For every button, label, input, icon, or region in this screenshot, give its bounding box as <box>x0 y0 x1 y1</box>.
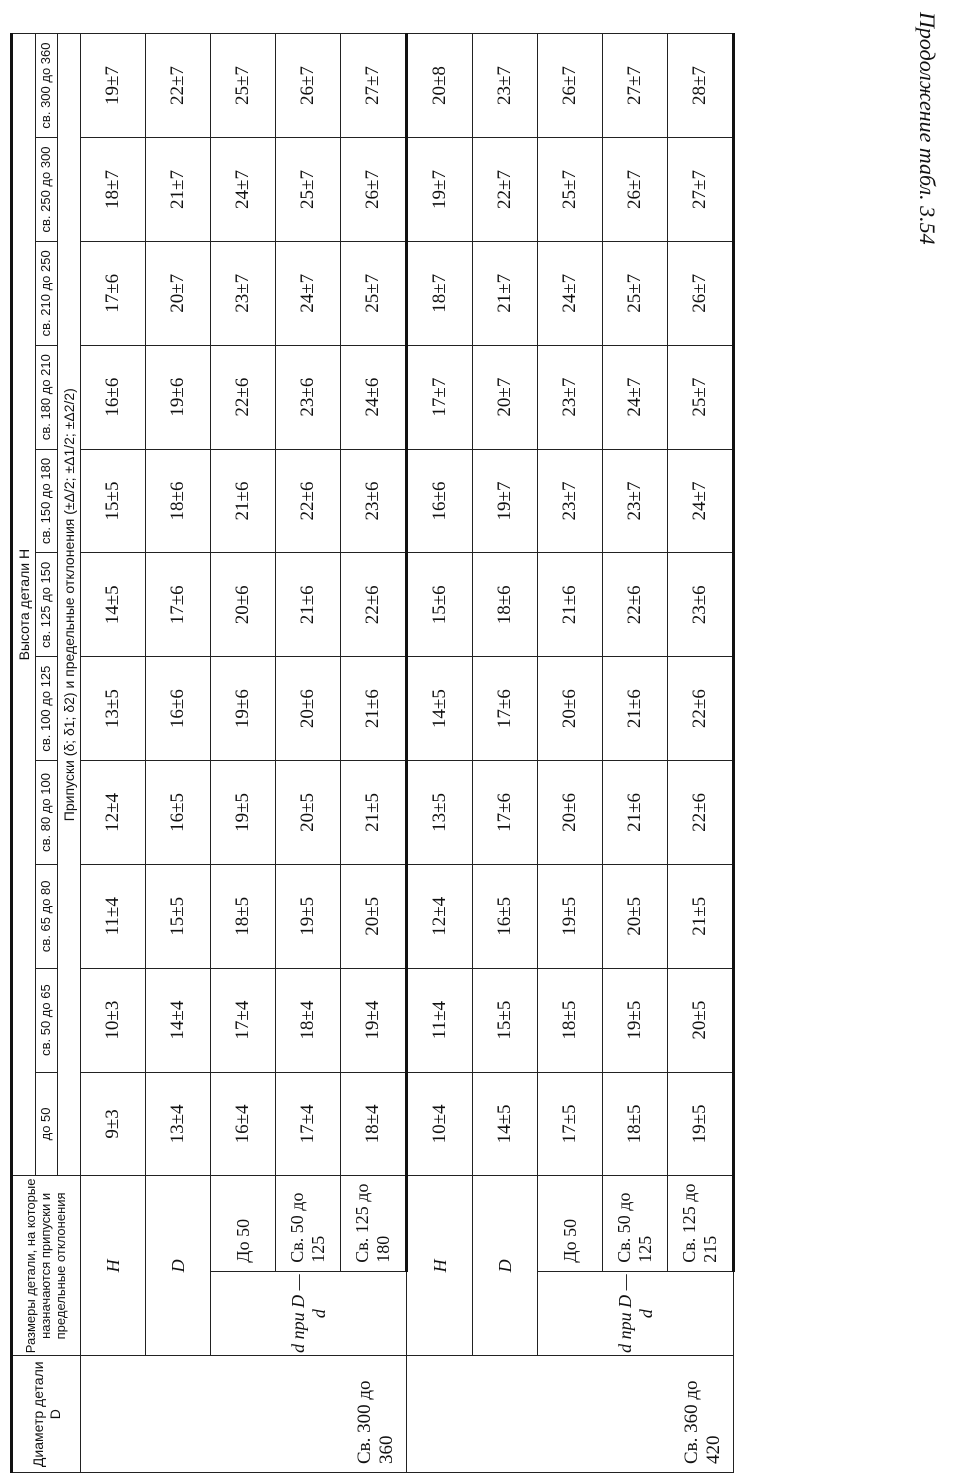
table-body <box>81 34 734 1473</box>
sizes-header: Размеры детали, на которые назначаются припуски и предельные отклонения <box>12 1176 81 1356</box>
value-cell: 22±6 <box>211 345 276 449</box>
height-range-header: св. 250 до 300 <box>36 138 58 242</box>
table-row <box>146 34 211 1473</box>
rotated-table-container <box>10 33 735 1473</box>
value-cell: 20±5 <box>668 968 734 1072</box>
value-cell: 18±6 <box>146 449 211 553</box>
value-cell: 24±7 <box>538 241 603 345</box>
value-cell: 23±7 <box>538 449 603 553</box>
value-cell: 15±6 <box>407 553 473 657</box>
value-cell: 20±6 <box>276 657 341 761</box>
value-cell: 24±6 <box>341 345 407 449</box>
value-cell: 21±6 <box>341 657 407 761</box>
table-row <box>276 34 341 1473</box>
height-range-header: св. 50 до 65 <box>36 968 58 1072</box>
value-cell: 28±7 <box>668 34 734 138</box>
value-cell: 17±4 <box>276 1072 341 1176</box>
value-cell: 16±4 <box>211 1072 276 1176</box>
height-range-header: св. 180 до 210 <box>36 345 58 449</box>
value-cell: 9±3 <box>81 1072 146 1176</box>
d-label-cell: d при D — d <box>538 1271 734 1356</box>
value-cell: 14±5 <box>81 553 146 657</box>
value-cell: 20±7 <box>473 345 538 449</box>
value-cell: 25±7 <box>538 138 603 242</box>
value-cell: 16±5 <box>146 761 211 865</box>
value-cell: 15±5 <box>473 968 538 1072</box>
value-cell: 21±6 <box>603 657 668 761</box>
value-cell: 22±6 <box>341 553 407 657</box>
height-range-header: св. 100 до 125 <box>36 657 58 761</box>
value-cell: 26±7 <box>603 138 668 242</box>
value-cell: 18±5 <box>538 968 603 1072</box>
value-cell: 17±6 <box>473 761 538 865</box>
value-cell: 17±6 <box>81 241 146 345</box>
value-cell: 18±7 <box>407 241 473 345</box>
value-cell: 19±6 <box>211 657 276 761</box>
value-cell: 26±7 <box>668 241 734 345</box>
value-cell: 11±4 <box>407 968 473 1072</box>
value-cell: 19±6 <box>146 345 211 449</box>
value-cell: 16±6 <box>81 345 146 449</box>
value-cell: 21±5 <box>668 864 734 968</box>
value-cell: 19±7 <box>473 449 538 553</box>
table-row <box>538 34 603 1473</box>
value-cell: 19±4 <box>341 968 407 1072</box>
value-cell: 20±6 <box>211 553 276 657</box>
size-range-cell: До 50 <box>211 1176 276 1271</box>
value-cell: 12±4 <box>407 864 473 968</box>
value-cell: 23±7 <box>603 449 668 553</box>
size-label-cell: D <box>473 1176 538 1356</box>
value-cell: 19±5 <box>276 864 341 968</box>
value-cell: 14±5 <box>407 657 473 761</box>
height-group-header: Высота детали H <box>12 34 36 1176</box>
value-cell: 18±5 <box>603 1072 668 1176</box>
value-cell: 18±7 <box>81 138 146 242</box>
value-cell: 21±5 <box>341 761 407 865</box>
value-cell: 15±5 <box>146 864 211 968</box>
table-row <box>407 34 473 1473</box>
value-cell: 25±7 <box>341 241 407 345</box>
value-cell: 19±5 <box>211 761 276 865</box>
value-cell: 22±7 <box>473 138 538 242</box>
height-range-header: св. 65 до 80 <box>36 864 58 968</box>
value-cell: 26±7 <box>341 138 407 242</box>
value-cell: 10±3 <box>81 968 146 1072</box>
size-range-cell: Св. 125 до 180 <box>341 1176 407 1271</box>
height-range-header: св. 80 до 100 <box>36 761 58 865</box>
value-cell: 18±5 <box>211 864 276 968</box>
table-row <box>341 34 407 1473</box>
value-cell: 17±6 <box>473 657 538 761</box>
value-cell: 19±7 <box>407 138 473 242</box>
value-cell: 17±5 <box>538 1072 603 1176</box>
value-cell: 13±5 <box>407 761 473 865</box>
value-cell: 20±5 <box>276 761 341 865</box>
value-cell: 25±7 <box>276 138 341 242</box>
value-cell: 25±7 <box>668 345 734 449</box>
value-cell: 16±6 <box>407 449 473 553</box>
value-cell: 14±4 <box>146 968 211 1072</box>
diameter-header: Диаметр детали D <box>12 1356 81 1473</box>
table-caption: Продолжение табл. 3.54 <box>915 12 940 245</box>
table-row <box>211 34 276 1473</box>
table-row <box>603 34 668 1473</box>
table-row <box>473 34 538 1473</box>
value-cell: 19±5 <box>603 968 668 1072</box>
value-cell: 20±6 <box>538 761 603 865</box>
value-cell: 23±6 <box>668 553 734 657</box>
allowance-note: Припуски (δ; δ1; δ2) и предельные отклонения (±Δ/2; ±Δ1/2; ±Δ2/2) <box>58 34 81 1176</box>
value-cell: 24±7 <box>211 138 276 242</box>
value-cell: 11±4 <box>81 864 146 968</box>
table-row <box>81 34 146 1473</box>
diameter-cell: Св. 300 до 360 <box>81 1356 407 1473</box>
value-cell: 16±6 <box>146 657 211 761</box>
value-cell: 18±6 <box>473 553 538 657</box>
size-range-cell: До 50 <box>538 1176 603 1271</box>
value-cell: 22±7 <box>146 34 211 138</box>
value-cell: 15±5 <box>81 449 146 553</box>
value-cell: 21±6 <box>276 553 341 657</box>
value-cell: 24±7 <box>276 241 341 345</box>
value-cell: 20±8 <box>407 34 473 138</box>
value-cell: 23±6 <box>276 345 341 449</box>
value-cell: 26±7 <box>276 34 341 138</box>
height-range-header: св. 150 до 180 <box>36 449 58 553</box>
value-cell: 20±5 <box>603 864 668 968</box>
value-cell: 23±7 <box>211 241 276 345</box>
value-cell: 12±4 <box>81 761 146 865</box>
value-cell: 13±5 <box>81 657 146 761</box>
value-cell: 14±5 <box>473 1072 538 1176</box>
value-cell: 22±6 <box>668 657 734 761</box>
value-cell: 21±6 <box>211 449 276 553</box>
d-label-cell: d при D — d <box>211 1271 407 1356</box>
value-cell: 23±6 <box>341 449 407 553</box>
value-cell: 21±7 <box>473 241 538 345</box>
height-range-header: св. 300 до 360 <box>36 34 58 138</box>
value-cell: 25±7 <box>603 241 668 345</box>
value-cell: 17±7 <box>407 345 473 449</box>
value-cell: 25±7 <box>211 34 276 138</box>
size-label-cell: D <box>146 1176 211 1356</box>
value-cell: 27±7 <box>603 34 668 138</box>
height-range-header: до 50 <box>36 1072 58 1176</box>
value-cell: 21±6 <box>538 553 603 657</box>
value-cell: 22±6 <box>603 553 668 657</box>
value-cell: 19±5 <box>538 864 603 968</box>
value-cell: 18±4 <box>276 968 341 1072</box>
value-cell: 21±7 <box>146 138 211 242</box>
value-cell: 19±5 <box>668 1072 734 1176</box>
value-cell: 20±6 <box>538 657 603 761</box>
height-range-header: св. 210 до 250 <box>36 241 58 345</box>
height-range-header: св. 125 до 150 <box>36 553 58 657</box>
size-range-cell: Св. 50 до 125 <box>603 1176 668 1271</box>
value-cell: 18±4 <box>341 1072 407 1176</box>
value-cell: 20±7 <box>146 241 211 345</box>
value-cell: 27±7 <box>341 34 407 138</box>
value-cell: 22±6 <box>668 761 734 865</box>
size-label-cell: H <box>81 1176 146 1356</box>
value-cell: 13±4 <box>146 1072 211 1176</box>
size-label-cell: H <box>407 1176 473 1356</box>
value-cell: 24±7 <box>603 345 668 449</box>
diameter-cell: Св. 360 до 420 <box>407 1356 734 1473</box>
allowance-table <box>10 33 735 1473</box>
value-cell: 10±4 <box>407 1072 473 1176</box>
value-cell: 17±4 <box>211 968 276 1072</box>
value-cell: 23±7 <box>538 345 603 449</box>
table-row <box>668 34 734 1473</box>
size-range-cell: Св. 50 до 125 <box>276 1176 341 1271</box>
value-cell: 21±6 <box>603 761 668 865</box>
value-cell: 22±6 <box>276 449 341 553</box>
value-cell: 16±5 <box>473 864 538 968</box>
value-cell: 17±6 <box>146 553 211 657</box>
size-range-cell: Св. 125 до 215 <box>668 1176 734 1271</box>
value-cell: 26±7 <box>538 34 603 138</box>
value-cell: 19±7 <box>81 34 146 138</box>
value-cell: 23±7 <box>473 34 538 138</box>
value-cell: 20±5 <box>341 864 407 968</box>
value-cell: 27±7 <box>668 138 734 242</box>
value-cell: 24±7 <box>668 449 734 553</box>
